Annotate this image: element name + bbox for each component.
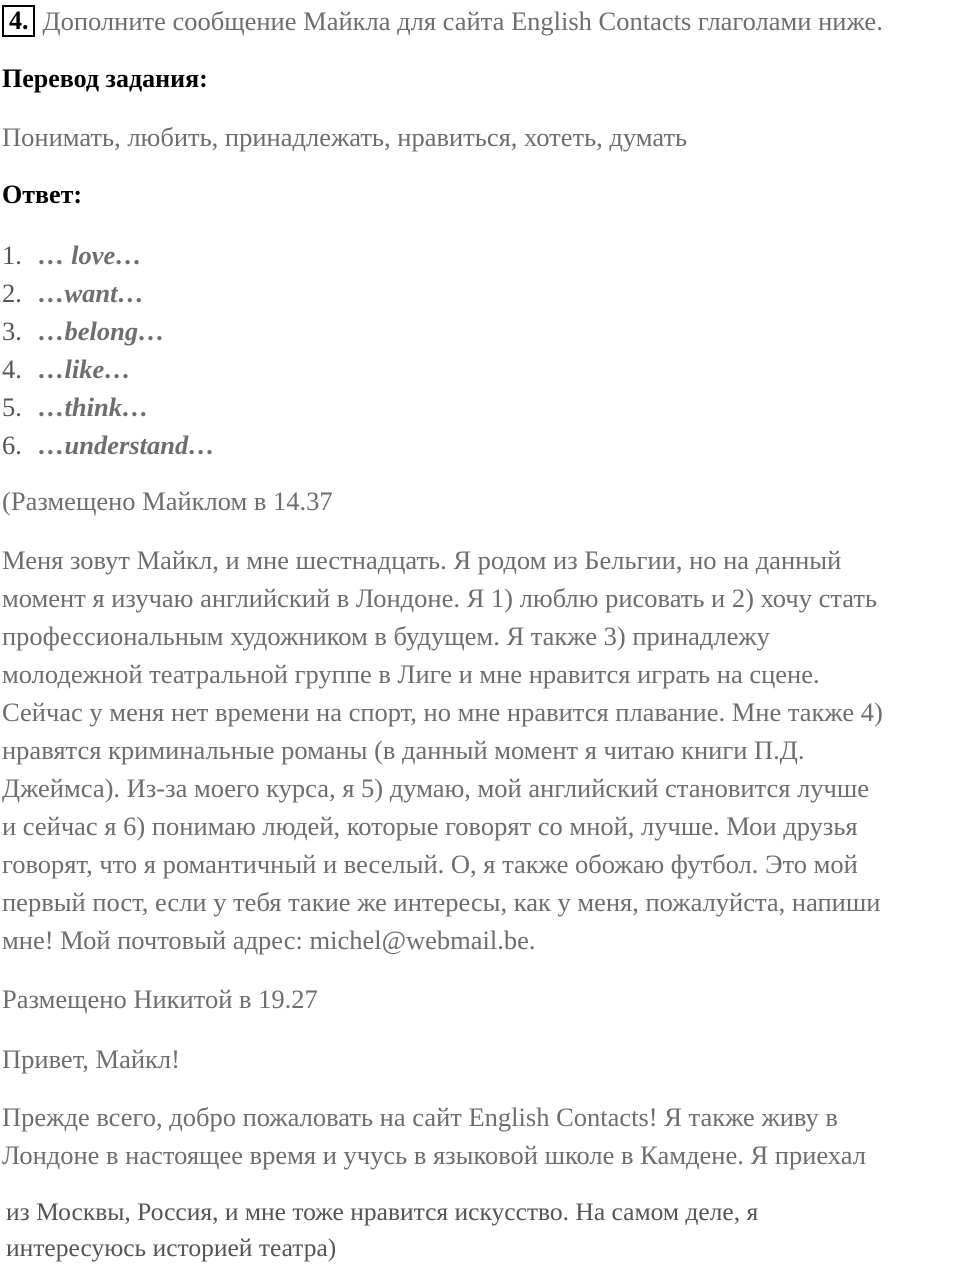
post2-tail-line: интересуюсь историей театра): [6, 1233, 337, 1262]
translation-text: Понимать, любить, принадлежать, нравиться, хотеть, думать: [2, 122, 688, 152]
answer-item: [2, 388, 215, 426]
task-number-badge: 4.: [2, 5, 35, 37]
answer-number: 2.: [2, 278, 22, 308]
post1-line: момент я изучаю английский в Лондоне. Я 1) люблю рисовать и 2) хочу стать: [2, 583, 877, 613]
task-text: Дополните сообщение Майкла для сайта English Contacts глаголами ниже.: [42, 6, 883, 36]
answer-number: 5.: [2, 392, 22, 422]
post1-line: профессиональным художником в будущем. Я также 3) принадлежу: [2, 621, 770, 651]
answer-item: [2, 426, 215, 464]
post1-line: Меня зовут Майкл, и мне шестнадцать. Я родом из Бельгии, но на данный: [2, 545, 842, 575]
greeting: Привет, Майкл!: [2, 1044, 180, 1074]
answer-number: 4.: [2, 354, 22, 384]
answer-word: …like…: [38, 354, 131, 384]
post1-line: и сейчас я 6) понимаю людей, которые говорят со мной, лучше. Мои друзья: [2, 811, 858, 841]
post2-line: Лондоне в настоящее время и учусь в языковой школе в Камдене. Я приехал: [2, 1140, 866, 1170]
post1-line: мне! Мой почтовый адрес: michel@webmail.be.: [2, 925, 536, 955]
answer-item: [2, 236, 215, 274]
answer-number: 1.: [2, 240, 22, 270]
post2-tail-line: из Москвы, Россия, и мне тоже нравится искусство. На самом деле, я: [6, 1197, 759, 1226]
post1-line: Сейчас у меня нет времени на спорт, но мне нравится плавание. Мне также 4): [2, 697, 883, 727]
answer-item: [2, 350, 215, 388]
post1-line: говорят, что я романтичный и веселый. О, я также обожаю футбол. Это мой: [2, 849, 858, 879]
post1-line: нравятся криминальные романы (в данный момент я читаю книги П.Д.: [2, 735, 805, 765]
post1-line: Джеймса). Из-за моего курса, я 5) думаю, мой английский становится лучше: [2, 773, 870, 803]
post1-header: (Размещено Майклом в 14.37: [2, 486, 333, 516]
answer-word: …think…: [38, 392, 149, 422]
answer-heading: Ответ:: [2, 180, 83, 209]
task-statement: [2, 2, 883, 40]
answer-word: …want…: [38, 278, 145, 308]
post2-line: Прежде всего, добро пожаловать на сайт English Contacts! Я также живу в: [2, 1102, 838, 1132]
post2-continuation: [6, 1194, 960, 1266]
answer-item: [2, 312, 215, 350]
answer-number: 6.: [2, 430, 22, 460]
post1-line: молодежной театральной группе в Лиге и мне нравится играть на сцене.: [2, 659, 820, 689]
answer-item: [2, 274, 215, 312]
translation-heading: Перевод задания:: [2, 64, 208, 93]
answer-word: … love…: [38, 240, 142, 270]
post1-body: [2, 541, 960, 959]
post2-body: [2, 1098, 960, 1174]
post2-header: Размещено Никитой в 19.27: [2, 984, 318, 1014]
answer-number: 3.: [2, 316, 22, 346]
answer-word: …understand…: [38, 430, 215, 460]
answer-list: [2, 236, 215, 464]
answer-word: …belong…: [38, 316, 165, 346]
post1-line: первый пост, если у тебя такие же интересы, как у меня, пожалуйста, напиши: [2, 887, 881, 917]
